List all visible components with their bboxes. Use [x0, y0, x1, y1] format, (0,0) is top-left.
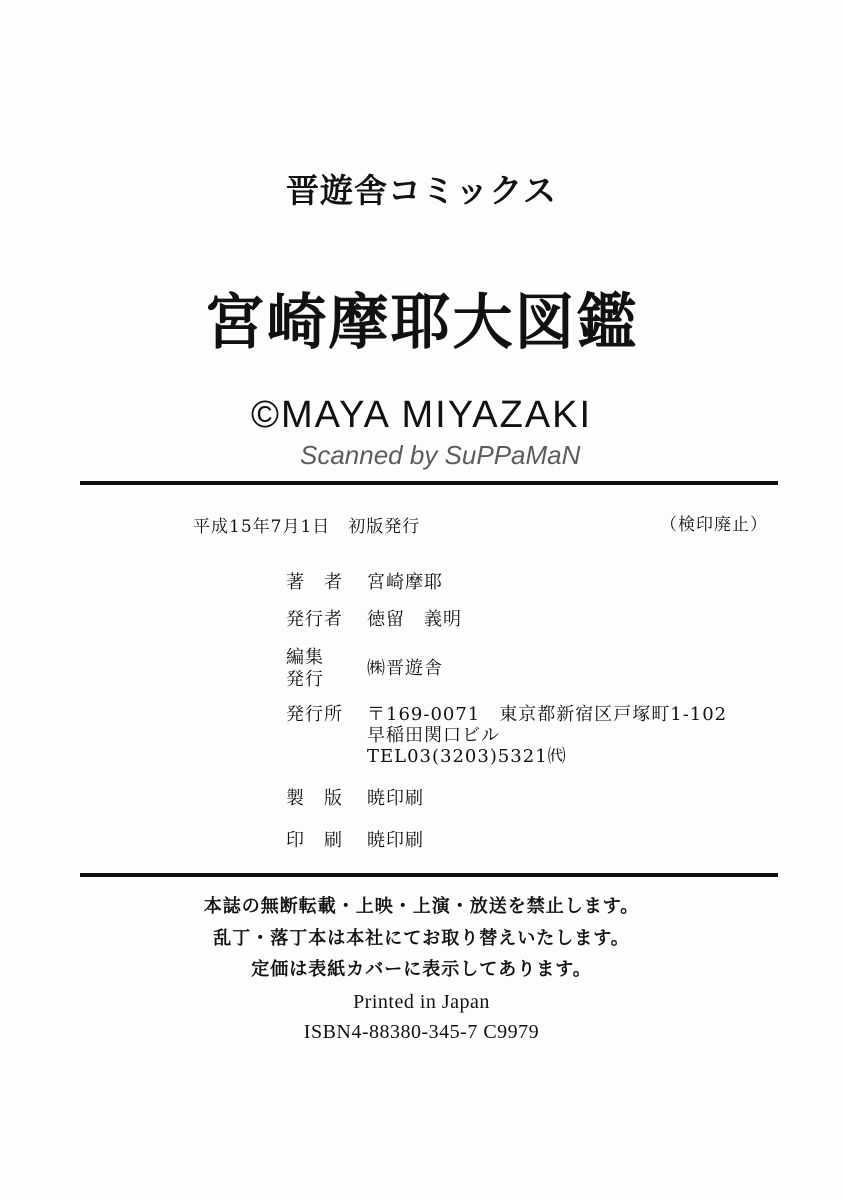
printed-in: Printed in Japan [353, 991, 490, 1013]
plate-label: 製 版 [286, 788, 343, 809]
notice-reproduction: 本誌の無断転載・上映・上演・放送を禁止します。 [203, 896, 640, 917]
notice-defects: 乱丁・落丁本は本社にてお取り替えいたします。 [213, 928, 630, 949]
office-address: 〒169-0071 東京都新宿区戸塚町1-102 [367, 704, 728, 725]
copyright-notice: ©MAYA MIYAZAKI [250, 394, 593, 436]
book-title: 宮崎摩耶大図鑑 [204, 288, 639, 358]
office-building: 早稲田関口ビル [367, 725, 500, 746]
printer-name: 暁印刷 [367, 830, 424, 851]
editor-label-1: 編集 [286, 647, 324, 668]
editor-name: ㈱晋遊舎 [367, 658, 443, 679]
issuer-name: 徳留 義明 [367, 609, 462, 630]
series-name: 晋遊舎コミックス [285, 171, 557, 210]
author-name: 宮崎摩耶 [367, 572, 443, 593]
office-phone: TEL03(3203)5321㈹ [367, 746, 567, 767]
office-label: 発行所 [286, 704, 343, 725]
seal-note: （検印廃止） [660, 515, 768, 535]
notice-price: 定価は表紙カバーに表示してあります。 [251, 959, 592, 980]
author-label: 著 者 [286, 572, 343, 593]
bottom-divider [80, 873, 778, 877]
issuer-label: 発行者 [286, 609, 343, 630]
publication-date: 平成15年7月1日 初版発行 [193, 517, 421, 537]
editor-label-2: 発行 [286, 669, 324, 690]
isbn: ISBN4-88380-345-7 C9979 [303, 1021, 540, 1043]
plate-maker: 暁印刷 [367, 788, 424, 809]
print-label: 印 刷 [286, 830, 343, 851]
top-divider [80, 481, 778, 485]
scanner-credit: Scanned by SuPPaMaN [300, 440, 581, 470]
